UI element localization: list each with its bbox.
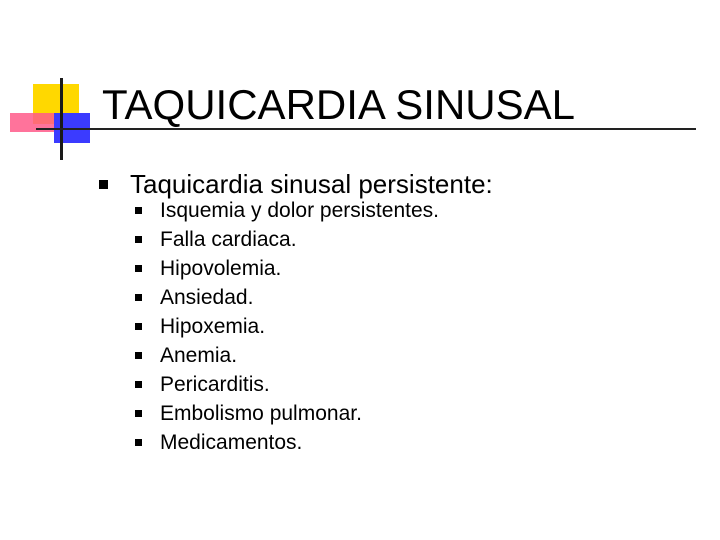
list-item-text: Hipoxemia. <box>160 315 266 338</box>
list-item <box>135 196 439 225</box>
list-item <box>135 283 439 312</box>
list-item <box>135 428 439 457</box>
square-bullet-icon <box>99 180 108 189</box>
list-item <box>135 341 439 370</box>
main-bullet-text: Taquicardia sinusal persistente: <box>130 169 493 199</box>
square-bullet-icon <box>135 352 142 359</box>
logo-vertical-line <box>60 78 63 160</box>
list-item-text: Anemia. <box>160 344 238 367</box>
list-item-text: Hipovolemia. <box>160 257 282 280</box>
list-item-text: Ansiedad. <box>160 286 254 309</box>
list-item <box>135 399 439 428</box>
list-item-text: Falla cardiaca. <box>160 228 297 251</box>
square-bullet-icon <box>135 410 142 417</box>
list-item <box>135 254 439 283</box>
square-bullet-icon <box>135 236 142 243</box>
sub-bullet-list <box>135 196 439 457</box>
decorative-logo <box>0 0 100 170</box>
list-item <box>135 312 439 341</box>
square-bullet-icon <box>135 207 142 214</box>
list-item-text: Medicamentos. <box>160 431 303 454</box>
square-bullet-icon <box>135 381 142 388</box>
list-item-text: Embolismo pulmonar. <box>160 402 362 425</box>
list-item <box>135 370 439 399</box>
square-bullet-icon <box>135 294 142 301</box>
square-bullet-icon <box>135 265 142 272</box>
square-bullet-icon <box>135 439 142 446</box>
slide-title: TAQUICARDIA SINUSAL <box>102 81 575 128</box>
list-item-text: Pericarditis. <box>160 373 270 396</box>
list-item-text: Isquemia y dolor persistentes. <box>160 199 439 222</box>
list-item <box>135 225 439 254</box>
square-bullet-icon <box>135 323 142 330</box>
